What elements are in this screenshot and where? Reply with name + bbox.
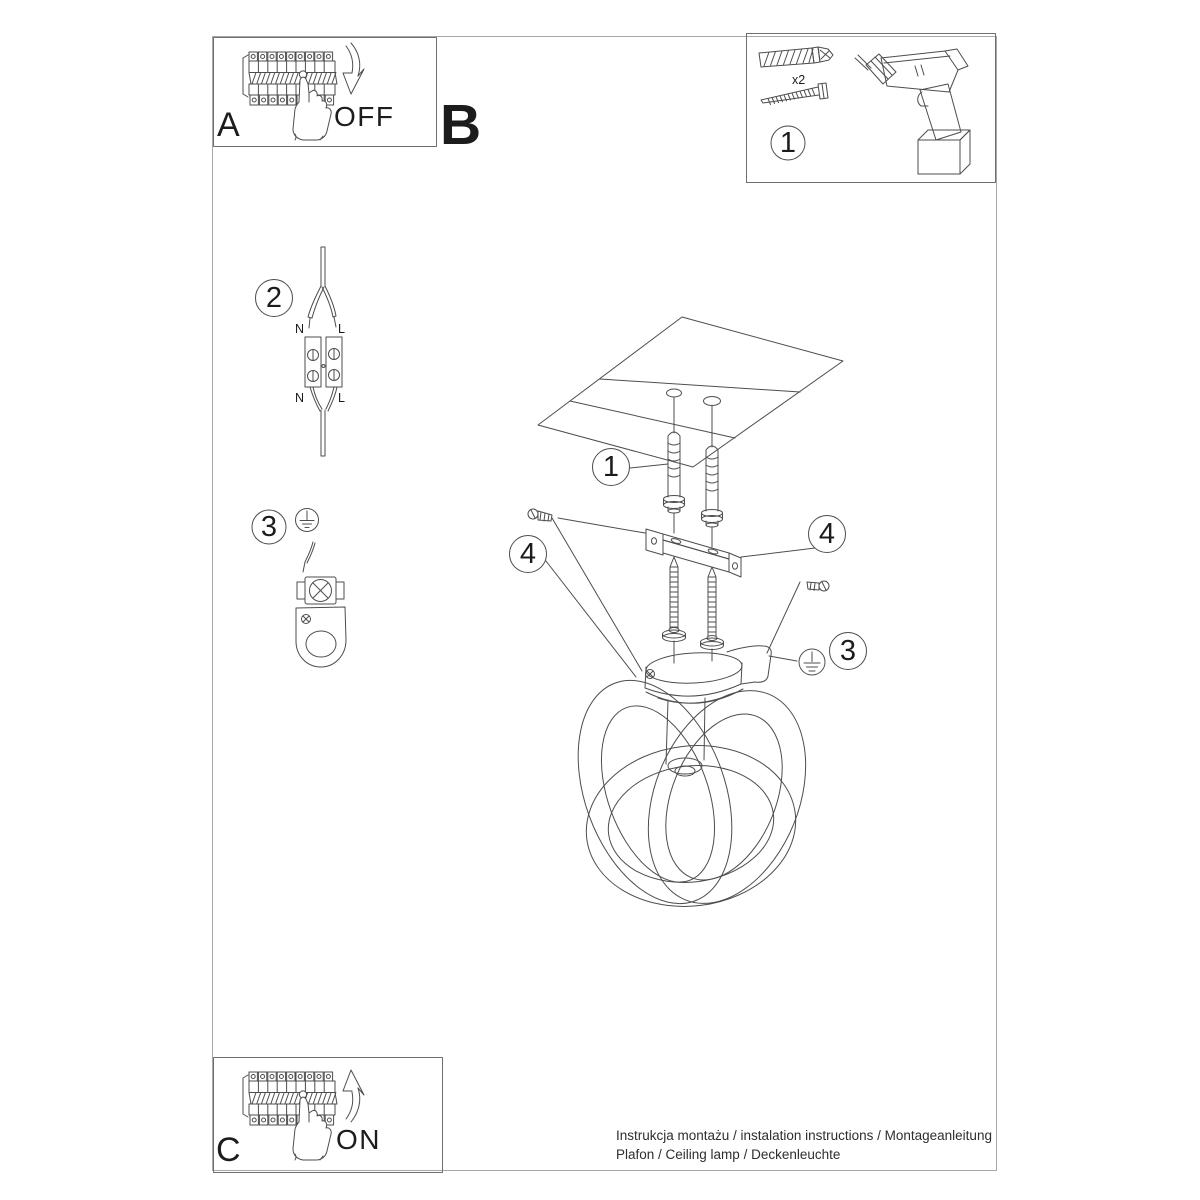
step-number-3-assembly: 3 — [839, 635, 857, 667]
step-number-3-item: 3 — [260, 511, 278, 543]
lamp-holder-diagram — [296, 542, 346, 667]
expansion-anchor-left — [664, 432, 685, 513]
ground-symbol-icon — [296, 509, 319, 532]
wall-plug-icon — [759, 47, 833, 67]
step-number-4-right: 4 — [818, 518, 836, 550]
long-screw-left — [663, 557, 686, 663]
wire-label-n-top: N — [295, 322, 305, 336]
anchor-guide-lines — [674, 513, 712, 547]
small-screw-left — [528, 509, 552, 521]
arrow-up-icon — [343, 1070, 364, 1122]
ground-symbol-icon-assembly — [799, 649, 825, 675]
arrow-down-icon — [343, 43, 364, 94]
ceiling-panel — [538, 317, 843, 467]
footer-product-line: Plafon / Ceiling lamp / Deckenleuchte — [616, 1147, 841, 1162]
wire-label-n-bottom: N — [295, 391, 305, 405]
mounting-bracket — [646, 529, 741, 577]
expansion-anchor-right — [702, 446, 723, 527]
on-label: ON — [336, 1124, 381, 1155]
footer-title-line: Instrukcja montażu / instalation instructions / Montageanleitung — [616, 1128, 992, 1143]
long-screw-right — [701, 567, 724, 661]
step-number-4-left: 4 — [519, 538, 537, 570]
panel-a-letter: A — [217, 106, 240, 144]
terminal-block-diagram — [305, 247, 342, 456]
off-label: OFF — [334, 101, 395, 132]
quantity-label: x2 — [792, 73, 806, 87]
step-number-1-parts: 1 — [779, 127, 797, 159]
parts-box — [747, 34, 996, 183]
section-label-b: B — [440, 93, 482, 157]
lamp-shade — [550, 659, 836, 927]
panel-c-letter: C — [216, 1131, 241, 1169]
wire-label-l-bottom: L — [338, 391, 345, 405]
canopy — [645, 646, 771, 696]
wire-label-l-top: L — [338, 322, 345, 336]
step-number-1-assembly: 1 — [602, 451, 620, 483]
drill-icon — [855, 49, 970, 174]
small-screw-right — [807, 581, 829, 591]
step-number-2: 2 — [265, 282, 283, 314]
